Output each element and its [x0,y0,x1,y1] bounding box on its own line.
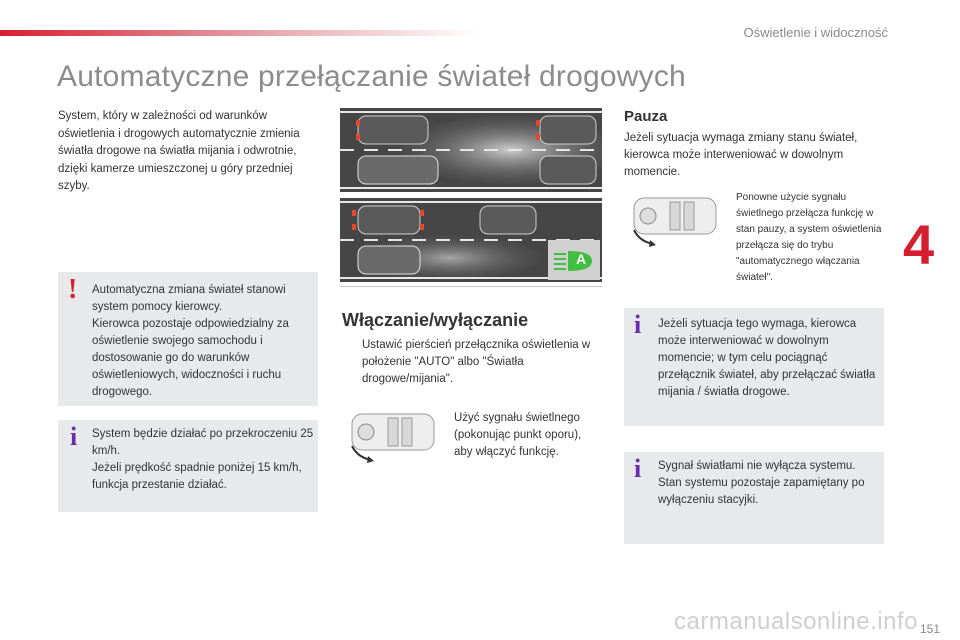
road-illustration-low-beam [340,198,602,282]
onoff-heading: Włączanie/wyłączanie [342,310,529,330]
light-switch-lever-icon [344,410,436,464]
lever-illustration-onoff [344,410,436,464]
page-number: 151 [919,622,940,636]
section-label: Oświetlenie i widoczność [743,25,888,40]
info-box-speed [58,420,318,512]
info-icon: i [634,310,642,339]
onoff-bullet-1: Ustawić pierścień przełącznika oświetlenia w położenie "AUTO" albo "Światła drogowe/mijania". [362,339,591,385]
chapter-number: 4 [903,213,935,276]
info-speed-text: System będzie działać po przekroczeniu 25 km/h. Jeżeli prędkość spadnie poniżej 15 km/h, funkcja przestanie działać. [92,428,314,491]
pause-heading: Pauza [624,108,668,125]
info-pause-text: Jeżeli sytuacja tego wymaga, kierowca może interweniować w dowolnym momencie; w tym celu pociągnąć przełącznik świateł, aby przełączać światła mijania / światła drogowe. [658,318,876,398]
info-box-pause [624,308,884,426]
onoff-bullet-2: Użyć sygnału świetlnego (pokonując punkt oporu), aby włączyć funkcję. [454,412,582,458]
info-signal-text: Sygnał światłami nie wyłącza systemu. Stan systemu pozostaje zapamiętany po wyłączeniu stacyjki. [658,460,865,506]
road-illustration-high-beam [340,108,602,192]
warning-box [58,272,318,406]
watermark: carmanualsonline.info [674,608,918,635]
intro-paragraph: System, który w zależności od warunków oświetlenia i drogowych automatycznie zmienia światła drogowe na światła mijania i odwrotnie, dzięki kamerze umieszczonej u góry przedniej szyby. [58,110,300,192]
info-icon: i [634,454,642,483]
pause-text: Jeżeli sytuacja wymaga zmiany stanu świateł, kierowca może interweniować w dowolnym momencie. [624,132,858,178]
image-divider [340,286,602,287]
warning-text: Automatyczna zmiana świateł stanowi system pomocy kierowcy. Kierowca pozostaje odpowiedzialny za oświetlenie swojego samochodu i dostosowanie go do warunków oświetleniowych, widoczności i ruchu drogowego. [92,284,289,398]
pause-bullet: Ponowne użycie sygnału świetlnego przełącza funkcję w stan pauzy, a system oświetlenia przełącza się do trybu "automatycznego włączania świateł". [736,192,882,283]
top-accent-bar [0,30,480,36]
lever-illustration-pause [626,194,718,248]
light-switch-lever-pause-icon [626,194,718,248]
page-title: Automatyczne przełączanie świateł drogowych [57,60,686,93]
road-high-beam-svg [340,108,602,192]
indicator-letter: A [576,251,587,267]
info-box-signal [624,452,884,544]
warning-icon: ! [68,274,78,305]
auto-high-beam-indicator-icon [552,246,596,276]
info-icon: i [70,422,78,451]
